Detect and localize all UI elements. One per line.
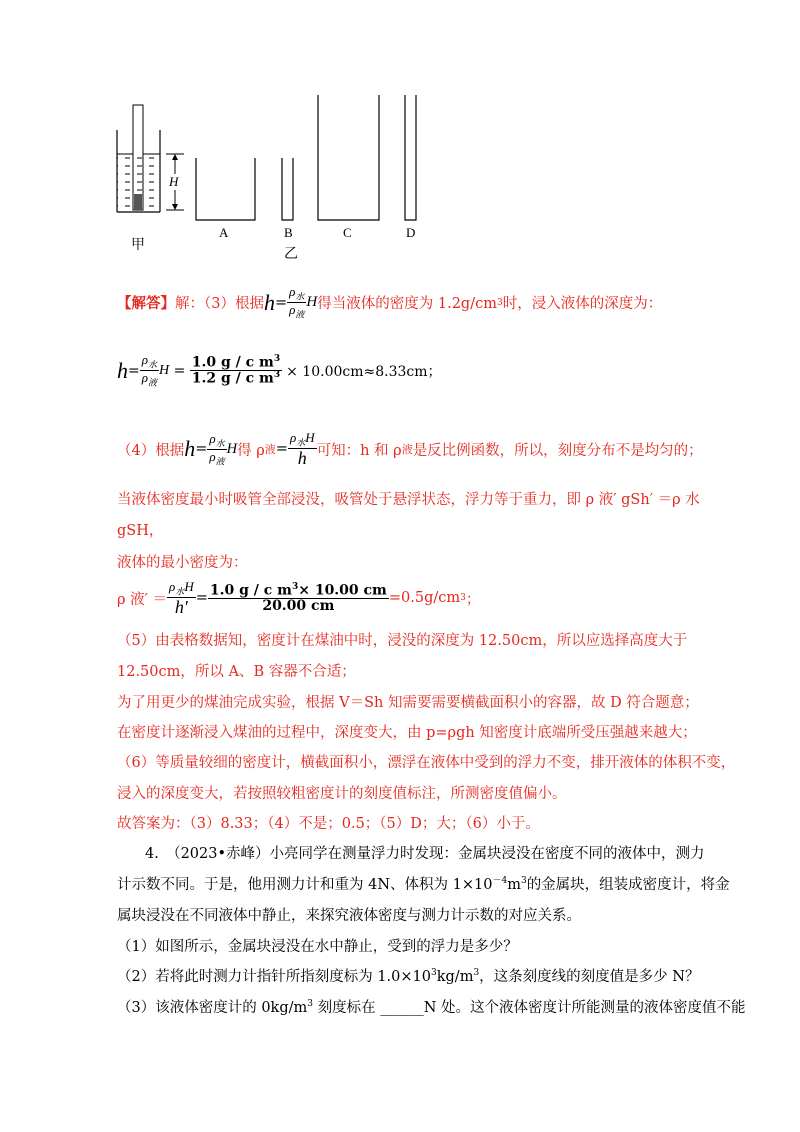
answer-line-1: 【解答】 解：（3）根据 h = $\frac{\rho_水}{\rho_液}$ H 得当液体的密度为 1.2g/cm 3 时，浸入液体的深度为： [117,284,663,320]
container-d [405,95,416,220]
label-a: A [219,225,229,240]
answer-line-12: （6）等质量较细的密度计，横截面积小，漂浮在液体中受到的浮力不变，排开液体的体积不变， [117,755,736,771]
answer-line-6: 液体的最小密度为： [117,555,248,571]
label-d: D [406,225,416,240]
answer-line-10: 为了用更少的煤油完成实验，根据 V＝Sh 知需要需要横截面积小的容器，故 D 符合题意； [117,695,699,711]
answer-line-5: gSH， [117,523,164,539]
question-4-part-2: （2）若将此时测力计指针所指刻度标为 $1.0\times 10^3kg/m^3$，这条刻度线的刻度值是多少 N？ [117,968,700,985]
question-4-line-2: 计示数不同。于是，他用测力计和重为 4N、体积为 $1\times 10^{-4}m^3$的金属块，组装成密度计，将金 [117,876,730,893]
container-a [196,158,255,220]
equation-depth: h = $\frac{\rho_水}{\rho_液}$ H = $\frac{1.0 g / c m^3}{1.2 g / c m^3}$ × 10.00cm≈8.33cm； [117,352,442,388]
container-c [318,95,379,220]
apparatus-figure [100,90,440,265]
answer-line-9: 12.50cm，所以 A、B 容器不合适； [117,664,356,680]
answer-line-3: （4）根据 h = $\frac{\rho_水}{\rho_液}$ H 得 ρ 液 = $\frac{\rho_水H}{h}$ 可知：h 和 ρ 液 是反比例函数，所以，刻度分布不是均匀的； [117,430,703,469]
question-4-part-1: （1）如图所示，金属块浸没在水中静止，受到的浮力是多少？ [117,939,518,955]
label-b: B [284,225,293,240]
final-answer: 故答案为：（3）8.33；（4）不是；0.5；（5）D；大；（6）小于。 [117,816,540,832]
answer-line-4: 当液体密度最小时吸管全部浸没，吸管处于悬浮状态，浮力等于重力，即 ρ 液′ gSh′ ＝ρ 水 [117,492,700,508]
question-4-part-3: （3）该液体密度计的 $0kg/m^3$ 刻度标在 ______N 处。这个液体密度计所能测量的液体密度值不能 [117,999,746,1016]
question-4-line-1: 4. （2023•赤峰）小亮同学在测量浮力时发现：金属块浸没在密度不同的液体中，测力 [145,846,705,862]
equation-min-density: ρ 液′ ＝ $\frac{\rho_水H}{h'}$ = $\frac{1.0 g / c m^3\times 10.00 cm}{20.00 cm}$ =0.5g/cm 3 ； [117,579,481,618]
label-yi: 乙 [284,247,298,262]
label-c: C [343,225,352,240]
label-H: H [169,174,179,189]
answer-line-8: （5）由表格数据知，密度计在煤油中时，浸没的深度为 12.50cm，所以应选择高度大于 [117,633,688,649]
answer-tag: 【解答】 [117,295,175,313]
beaker-jia [117,105,184,212]
answer-line-11: 在密度计逐渐浸入煤油的过程中，深度变大，由 p=ρgh 知密度计底端所受压强越来越大； [117,725,697,741]
formula-ratio: $\frac{\rho_水}{\rho_液}$ [289,284,305,320]
question-4-line-3: 属块浸没在不同液体中静止，来探究液体密度与测力计示数的对应关系。 [117,908,581,924]
container-b [282,158,293,220]
label-jia: 甲 [131,238,145,253]
answer-line-13: 浸入的深度变大，若按照较粗密度计的刻度值标注，所测密度值偏小。 [117,786,567,802]
